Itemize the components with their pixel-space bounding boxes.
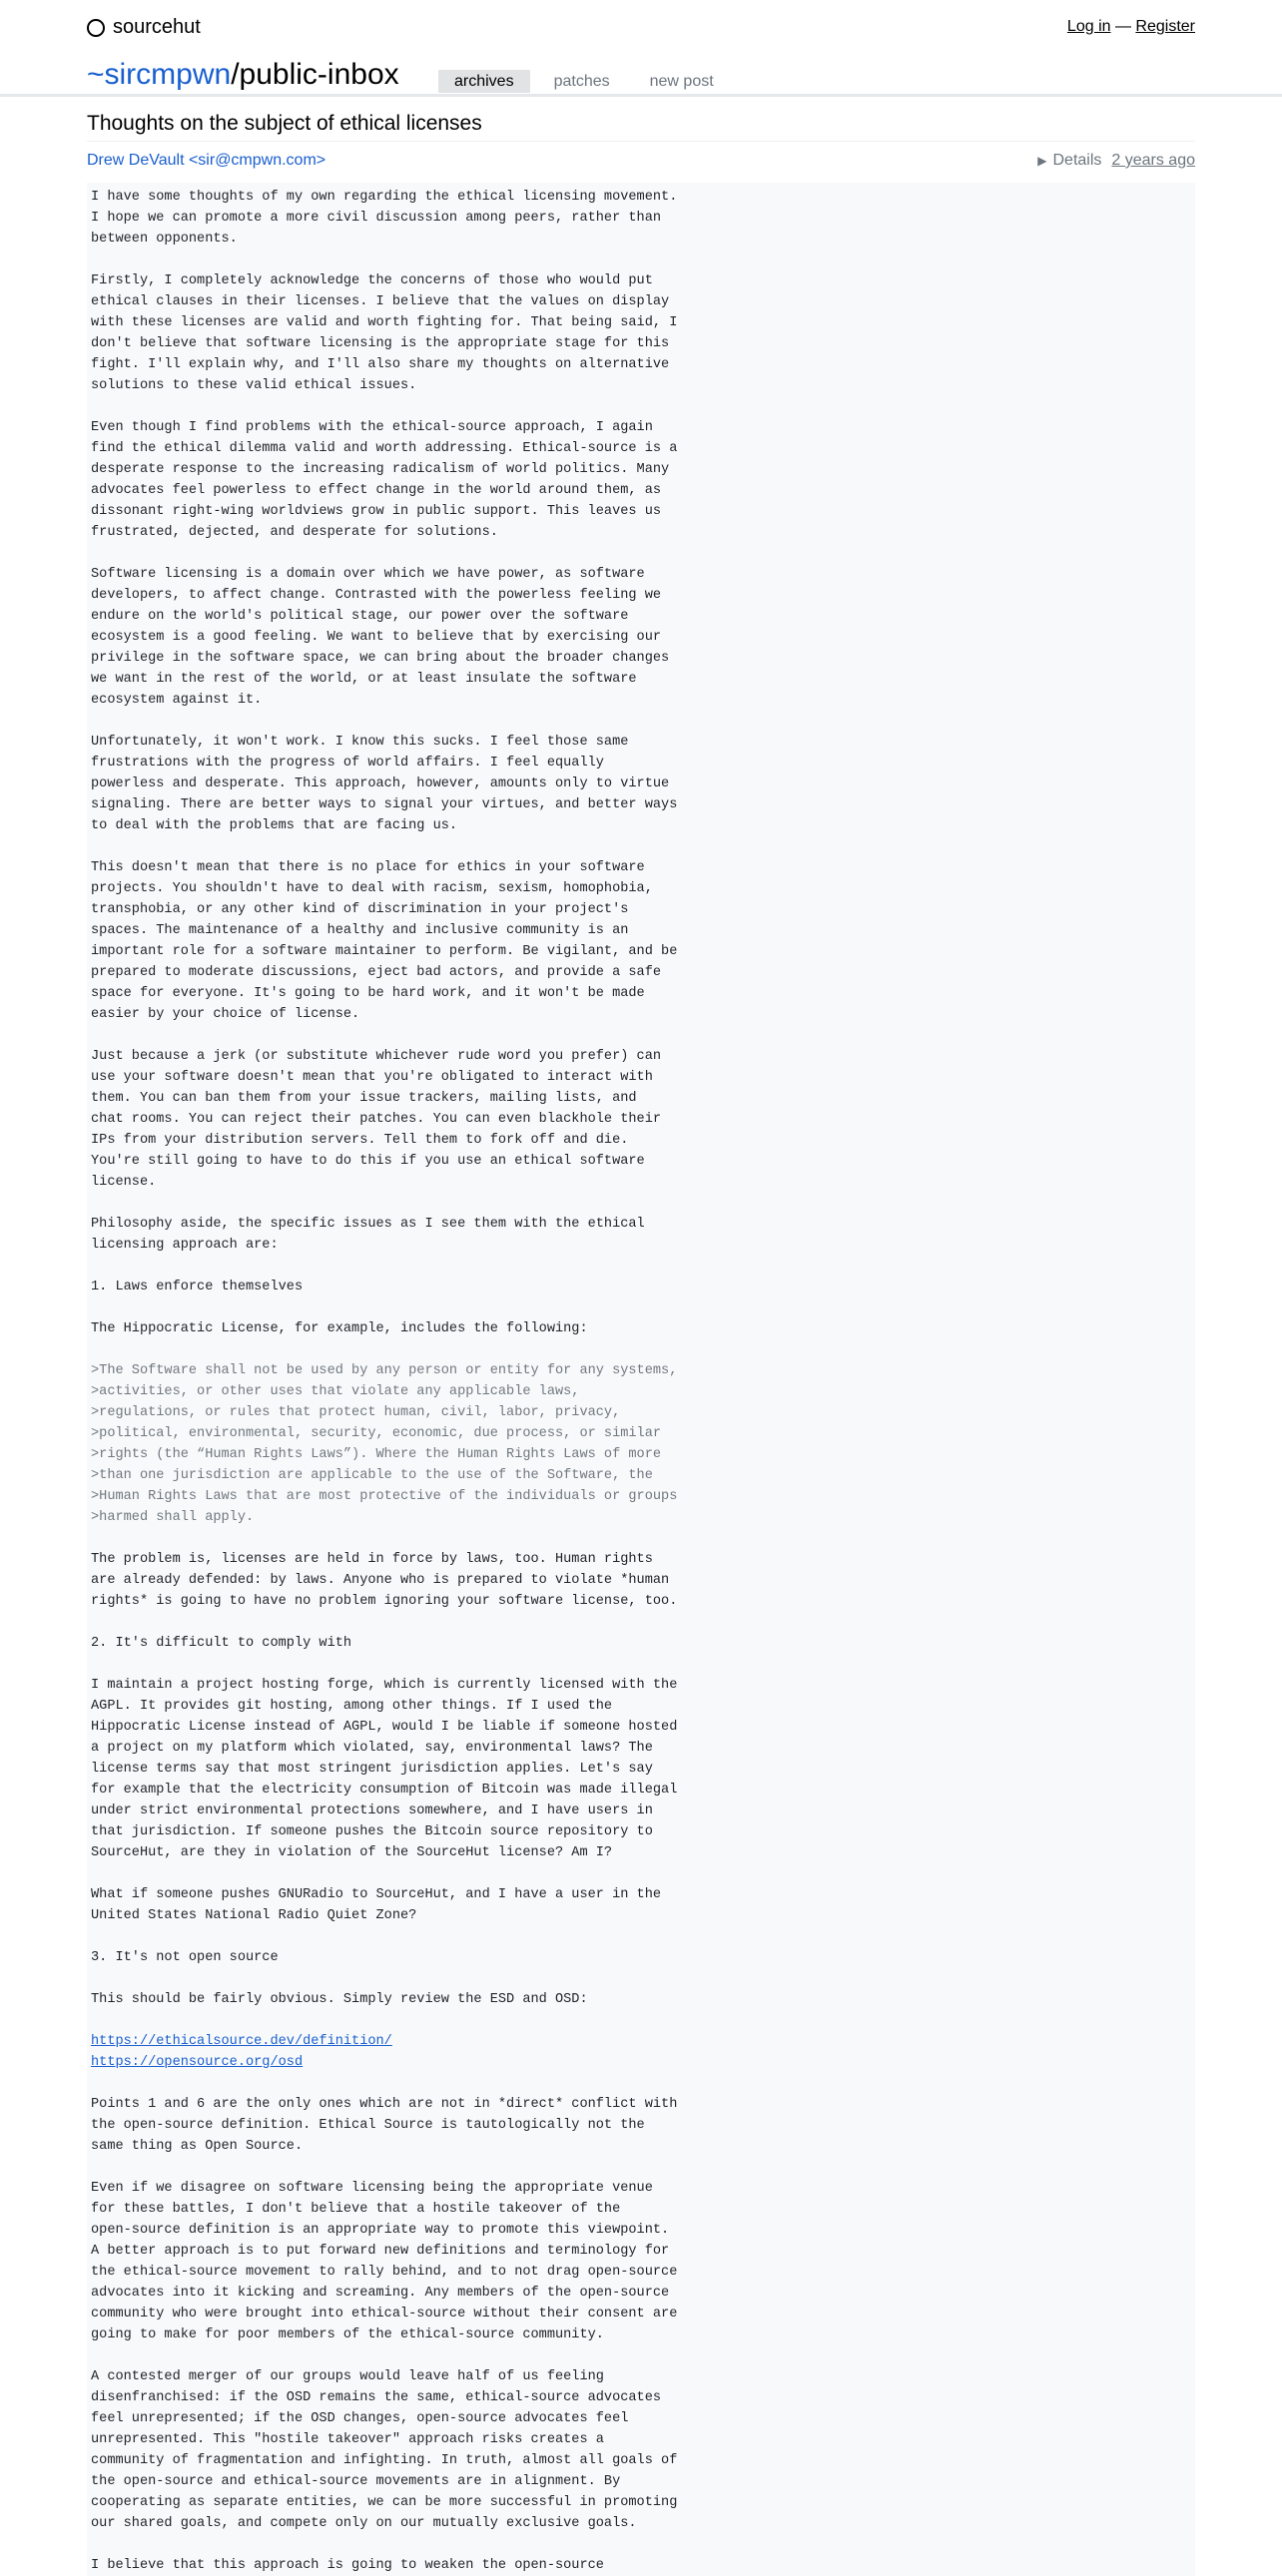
owner-link[interactable]: ~sircmpwn xyxy=(87,58,232,91)
brand-name: sourcehut xyxy=(113,16,201,38)
opensource-link[interactable]: https://opensource.org/osd xyxy=(91,2055,304,2070)
title-slash: / xyxy=(231,58,240,91)
message-paragraphs: The problem is, licenses are held in force by laws, too. Human rights are already defended: by laws. Anyone who is prepared to violate *human rights* is going to have no problem ignoring your software license, too. 2. It's difficult to comply with I maintain a project hosting forge, which is currently licensed with the AGPL. It provides git hosting, among other things. If I used the Hippocratic License instead of AGPL, would I be liable if someone hosted a project on my platform which violated, say, environmental laws? The license terms say that most stringent jurisdiction applies. Let's say for example that the electricity consumption of Bitcoin was made illegal under strict environmental protections somewhere, and I have users in that jurisdiction. If someone pushes the Bitcoin source repository to SourceHut, are they in violation of the SourceHut license? Am I? What if someone pushes GNURadio to SourceHut, and I have a user in the United States National Radio Quiet Zone? 3. It's not open source This should be fairly obvious. Simply review the ESD and OSD: xyxy=(91,1552,678,2007)
circle-logo-icon xyxy=(87,19,105,37)
message-header xyxy=(87,141,1195,182)
tab-archives[interactable]: archives xyxy=(438,70,530,93)
repo-header xyxy=(0,56,1282,97)
repo-name[interactable]: public-inbox xyxy=(239,58,399,91)
triangle-right-icon: ▶ xyxy=(1037,154,1047,168)
message-paragraphs: I have some thoughts of my own regarding the ethical licensing movement. I hope we can promote a more civil discussion among peers, rather than between opponents. Firstly, I completely acknowledge the concerns of those who would put ethical clauses in their licenses. I believe that the values on display with these licenses are valid and worth fighting for. That being said, I don't believe that software licensing is the appropriate stage for this fight. I'll explain why, and I'll also share my thoughts on alternative solutions to these valid ethical issues. Even though I find problems with the ethical-source approach, I again find the ethical dilemma valid and worth addressing. Ethical-source is a desperate response to the increasing radicalism of world politics. Many advocates feel powerless to effect change in the world around them, as dissonant right-wing worldviews grow in public support. This leaves us frustrated, dejected, and desperate for solutions. Software licensing is a domain over which we have power, as software developers, to affect change. Contrasted with the powerless feeling we endure on the world's political stage, our power over the software ecosystem is a good feeling. We want to believe that by exercising our privilege in the software space, we can bring about the broader changes we want in the rest of the world, or at least insulate the software ecosystem against it. Unfortunately, it won't work. I know this sucks. I feel those same frustrations with the progress of world affairs. I feel equally powerless and desperate. This approach, however, amounts only to virtue signaling. There are better ways to signal your virtues, and better ways to deal with the problems that are facing us. This doesn't mean that there is no place for ethics in your software projects. You shouldn't have to deal with racism, sexism, homophobia, transphobia, or any other kind of discrimination in your project's spaces. The maintenance of a healthy and inclusive community is an important role for a software maintainer to perform. Be vigilant, and be prepared to moderate discussions, eject bad actors, and provide a safe space for everyone. It's going to be hard work, and it won't be made easier by your choice of license. Just because a jerk (or substitute whichever rude word you prefer) can use your software doesn't mean that you're obligated to interact with them. You can ban them from your issue trackers, mailing lists, and chat rooms. You can reject their patches. You can even blackhole their IPs from your distribution servers. Tell them to fork off and die. You're still going to have to do this if you use an ethical software license. Philosophy aside, the specific issues as I see them with the ethical licensing approach are: 1. Laws enforce themselves The Hippocratic License, for example, includes the following: xyxy=(91,190,678,1336)
login-link[interactable]: Log in xyxy=(1066,18,1111,35)
author-link[interactable]: Drew DeVault <sir@cmpwn.com> xyxy=(87,152,326,169)
brand-link[interactable] xyxy=(87,16,201,39)
quoted-text: >The Software shall not be used by any person or entity for any systems, >activities, or other uses that violate any applicable laws, >regulations, or rules that protect human, civil, labor, privacy, >political, environmental, security, economic, due process, or similar >rights (the “Human Rights Laws”). Where the Human Rights Laws of more >than one jurisdiction are applicable to the use of the Software, the >Human Rights Laws that are most protective of the individuals or groups >harmed shall apply. xyxy=(91,1363,678,1525)
message-meta xyxy=(1037,152,1195,170)
tab-new-post[interactable]: new post xyxy=(649,73,714,90)
tab-bar xyxy=(438,70,738,93)
details-toggle[interactable] xyxy=(1037,152,1101,169)
message-paragraphs: Points 1 and 6 are the only ones which are not in *direct* conflict with the open-source definition. Ethical Source is tautologically not the same thing as Open Source. Even if we disagree on software licensing being the appropriate venue for these battles, I don't believe that a hostile takeover of the open-source definition is an appropriate way to promote this viewpoint. A better approach is to put forward new definitions and terminology for the ethical-source movement to rally behind, and to not drag open-source advocates into it kicking and screaming. Any members of the open-source community who were brought into ethical-source without their consent are going to make for poor members of the ethical-source community. A contested merger of our groups would leave half of us feeling disenfranchised: if the OSD remains the same, ethical-source advocates feel unrepresented; if the OSD changes, open-source advocates feel unrepresented. This "hostile takeover" approach risks creates a community of fragmentation and infighting. In truth, almost all goals of the open-source and ethical-source movements are in alignment. By cooperating as separate entities, we can be more successful in promoting our shared goals, and compete only on our mutually exclusive goals. I believe that this approach is going to weaken the open-source xyxy=(91,2097,678,2573)
register-link[interactable]: Register xyxy=(1135,18,1195,35)
details-label: Details xyxy=(1052,152,1102,169)
message-body xyxy=(87,183,1195,2576)
repo-title xyxy=(87,58,399,92)
thread-title: Thoughts on the subject of ethical licenses xyxy=(87,112,482,135)
message-date[interactable]: 2 years ago xyxy=(1111,152,1195,169)
auth-links xyxy=(1067,18,1195,36)
ethicalsource-link[interactable]: https://ethicalsource.dev/definition/ xyxy=(91,2034,392,2049)
auth-separator: — xyxy=(1114,18,1131,35)
tab-patches[interactable]: patches xyxy=(553,73,610,90)
message-text xyxy=(91,187,1191,2576)
topbar xyxy=(0,0,1282,56)
